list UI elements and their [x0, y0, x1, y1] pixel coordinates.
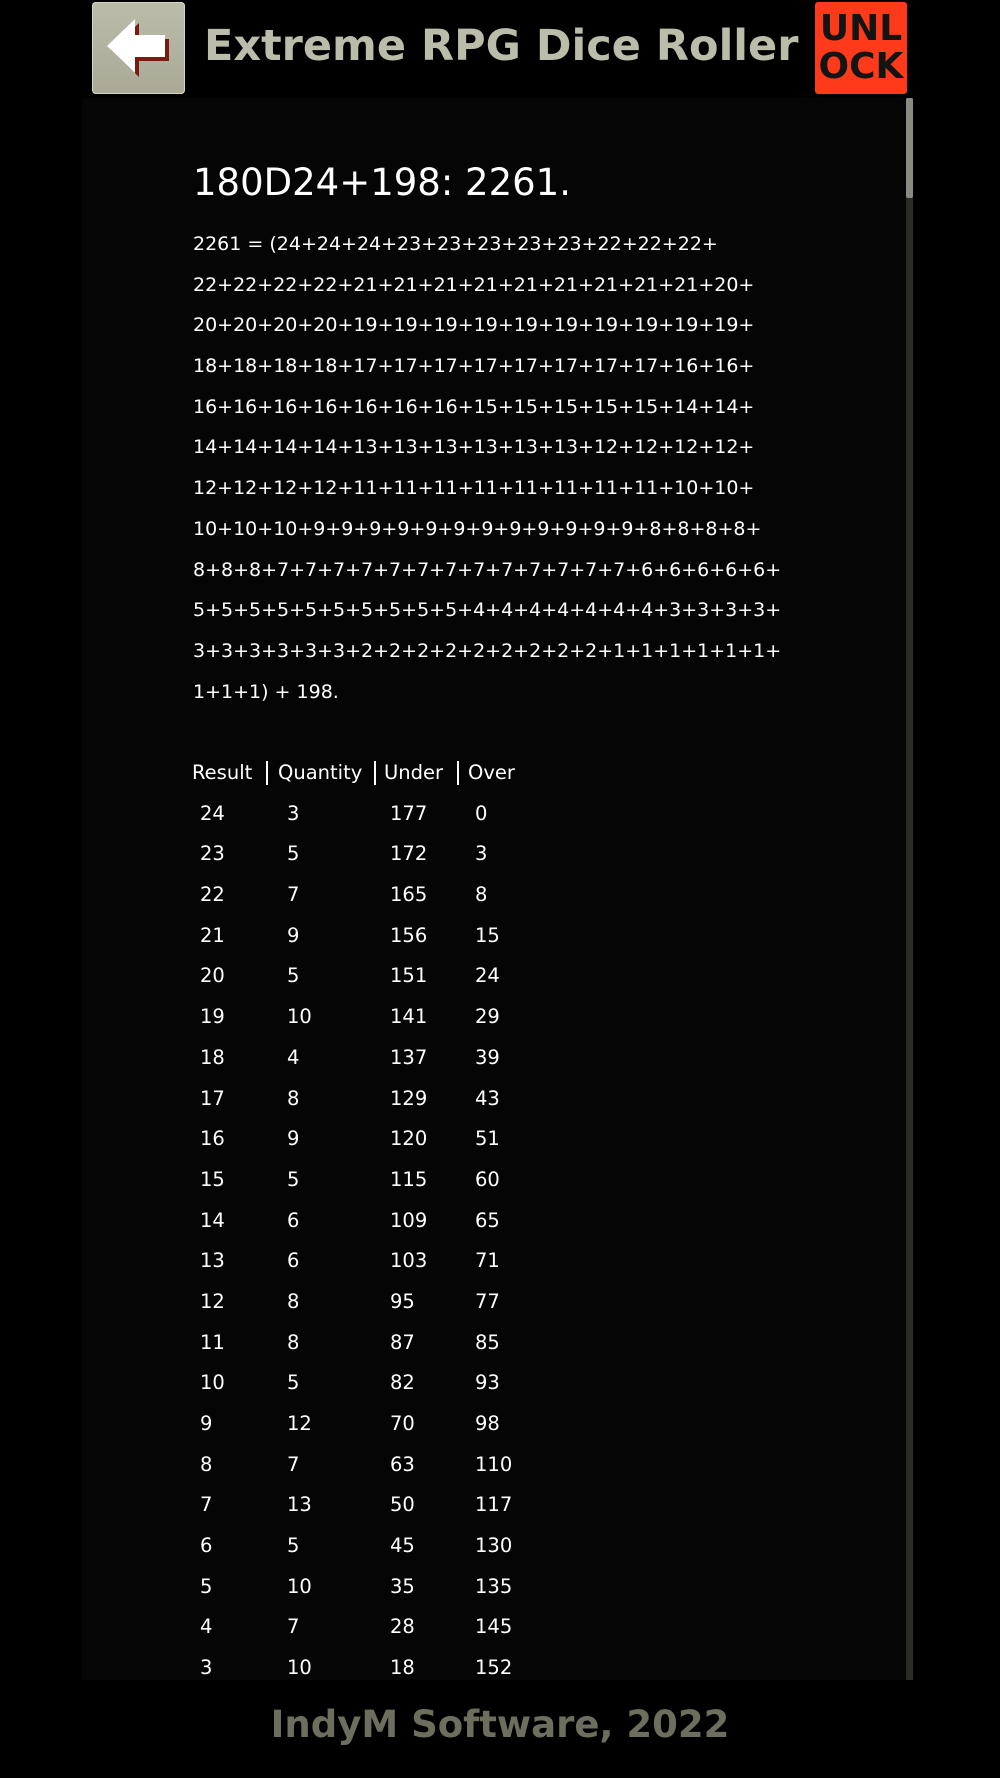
cell-quantity: 5 — [287, 1371, 300, 1395]
cell-result: 20 — [200, 964, 225, 988]
cell-over: 39 — [475, 1045, 500, 1069]
back-arrow-icon — [103, 13, 175, 83]
cell-under: 35 — [390, 1574, 415, 1598]
header-quantity: Quantity — [278, 761, 363, 784]
column-separator — [374, 761, 376, 785]
cell-result: 9 — [200, 1412, 213, 1435]
cell-quantity: 9 — [287, 1127, 300, 1151]
footer-copyright: IndyM Software, 2022 — [270, 1703, 730, 1746]
cell-under: 63 — [390, 1452, 415, 1476]
cell-over: 65 — [475, 1208, 500, 1232]
cell-quantity: 8 — [287, 1086, 300, 1110]
cell-under: 151 — [390, 964, 428, 988]
cell-quantity: 8 — [287, 1289, 300, 1313]
cell-under: 156 — [390, 923, 428, 947]
cell-over: 98 — [475, 1412, 500, 1435]
cell-quantity: 5 — [287, 842, 300, 866]
cell-result: 3 — [200, 1656, 213, 1680]
column-separator — [266, 761, 268, 785]
roll-breakdown — [193, 224, 893, 712]
cell-under: 28 — [390, 1615, 415, 1639]
cell-over: 77 — [475, 1289, 500, 1313]
cell-quantity: 5 — [287, 964, 300, 988]
cell-result: 7 — [200, 1493, 213, 1517]
cell-under: 177 — [390, 801, 428, 825]
cell-under: 45 — [390, 1534, 415, 1558]
cell-over: 135 — [475, 1574, 513, 1598]
cell-over: 0 — [475, 801, 488, 825]
cell-over: 51 — [475, 1127, 500, 1151]
unlock-label-line2: OCK — [818, 46, 904, 87]
cell-quantity: 9 — [287, 923, 300, 947]
cell-quantity: 13 — [287, 1493, 312, 1517]
cell-quantity: 5 — [287, 1167, 300, 1191]
cell-quantity: 5 — [287, 1534, 300, 1558]
cell-result: 22 — [200, 883, 225, 907]
cell-over: 43 — [475, 1086, 500, 1110]
back-button[interactable] — [92, 2, 185, 94]
roll-result-heading: 180D24+198: 2261. — [193, 161, 571, 204]
cell-quantity: 10 — [287, 1656, 312, 1680]
cell-under: 50 — [390, 1493, 415, 1517]
cell-result: 11 — [200, 1330, 225, 1354]
cell-over: 93 — [475, 1371, 500, 1395]
breakdown-line: 14+14+14+14+13+13+13+13+13+13+12+12+12+12+ — [193, 436, 755, 459]
cell-result: 15 — [200, 1167, 225, 1191]
cell-quantity: 10 — [287, 1574, 312, 1598]
cell-quantity: 12 — [287, 1412, 312, 1435]
cell-result: 12 — [200, 1289, 225, 1313]
cell-over: 29 — [475, 1005, 500, 1029]
cell-over: 8 — [475, 883, 488, 907]
breakdown-line: 3+3+3+3+3+3+2+2+2+2+2+2+2+2+2+1+1+1+1+1+1+ — [193, 639, 782, 662]
cell-under: 70 — [390, 1412, 415, 1435]
breakdown-line: 8+8+8+7+7+7+7+7+7+7+7+7+7+7+7+7+6+6+6+6+6+ — [193, 558, 782, 581]
cell-quantity: 6 — [287, 1249, 300, 1273]
breakdown-line: 22+22+22+22+21+21+21+21+21+21+21+21+21+20+ — [193, 273, 755, 296]
cell-over: 3 — [475, 842, 488, 866]
scrollbar-thumb[interactable] — [906, 98, 913, 198]
breakdown-line: 16+16+16+16+16+16+16+15+15+15+15+15+14+14+ — [193, 395, 755, 418]
cell-over: 130 — [475, 1534, 513, 1558]
cell-quantity: 7 — [287, 1452, 300, 1476]
breakdown-line: 18+18+18+18+17+17+17+17+17+17+17+17+16+16+ — [193, 355, 755, 378]
cell-result: 21 — [200, 923, 225, 947]
cell-under: 115 — [390, 1167, 428, 1191]
cell-under: 18 — [390, 1656, 415, 1680]
cell-result: 10 — [200, 1371, 225, 1395]
cell-over: 60 — [475, 1167, 500, 1191]
cell-over: 15 — [475, 923, 500, 947]
breakdown-line: 5+5+5+5+5+5+5+5+5+5+4+4+4+4+4+4+4+3+3+3+3+ — [193, 599, 782, 622]
cell-result: 18 — [200, 1045, 225, 1069]
cell-result: 8 — [200, 1452, 213, 1476]
cell-quantity: 10 — [287, 1005, 312, 1029]
cell-over: 117 — [475, 1493, 513, 1517]
cell-over: 71 — [475, 1249, 500, 1273]
cell-under: 165 — [390, 883, 428, 907]
cell-result: 23 — [200, 842, 225, 866]
cell-result: 13 — [200, 1249, 225, 1273]
cell-under: 103 — [390, 1249, 428, 1273]
scrollbar-track[interactable] — [906, 98, 913, 1680]
cell-under: 95 — [390, 1289, 415, 1313]
cell-result: 19 — [200, 1005, 225, 1029]
header-result: Result — [192, 761, 253, 784]
cell-result: 6 — [200, 1534, 213, 1558]
cell-result: 4 — [200, 1615, 213, 1639]
cell-under: 109 — [390, 1208, 428, 1232]
cell-quantity: 7 — [287, 883, 300, 907]
cell-over: 145 — [475, 1615, 513, 1639]
cell-quantity: 3 — [287, 801, 300, 825]
column-separator — [457, 761, 459, 785]
cell-under: 82 — [390, 1371, 415, 1395]
cell-quantity: 7 — [287, 1615, 300, 1639]
cell-under: 87 — [390, 1330, 415, 1354]
cell-result: 17 — [200, 1086, 225, 1110]
app-title: Extreme RPG Dice Roller — [204, 21, 799, 71]
breakdown-line: 1+1+1) + 198. — [193, 680, 339, 703]
breakdown-line: 20+20+20+20+19+19+19+19+19+19+19+19+19+19+ — [193, 314, 755, 337]
breakdown-line: 12+12+12+12+11+11+11+11+11+11+11+11+10+10+ — [193, 477, 755, 500]
cell-over: 24 — [475, 964, 500, 988]
cell-quantity: 4 — [287, 1045, 300, 1069]
unlock-button[interactable] — [815, 2, 907, 94]
cell-result: 24 — [200, 801, 225, 825]
cell-over: 85 — [475, 1330, 500, 1354]
header-under: Under — [384, 761, 444, 784]
breakdown-line: 2261 = (24+24+24+23+23+23+23+23+22+22+22+ — [193, 233, 718, 255]
header-over: Over — [468, 761, 515, 784]
cell-under: 172 — [390, 842, 428, 866]
cell-quantity: 6 — [287, 1208, 300, 1232]
cell-over: 110 — [475, 1452, 513, 1476]
cell-under: 120 — [390, 1127, 428, 1151]
cell-over: 152 — [475, 1656, 513, 1680]
cell-result: 14 — [200, 1208, 225, 1232]
breakdown-line: 10+10+10+9+9+9+9+9+9+9+9+9+9+9+9+8+8+8+8+ — [193, 517, 762, 540]
cell-under: 137 — [390, 1045, 428, 1069]
cell-quantity: 8 — [287, 1330, 300, 1354]
unlock-label-line1: UNL — [819, 8, 903, 49]
cell-under: 129 — [390, 1086, 428, 1110]
cell-result: 5 — [200, 1574, 213, 1598]
cell-under: 141 — [390, 1005, 428, 1029]
cell-result: 16 — [200, 1127, 225, 1151]
